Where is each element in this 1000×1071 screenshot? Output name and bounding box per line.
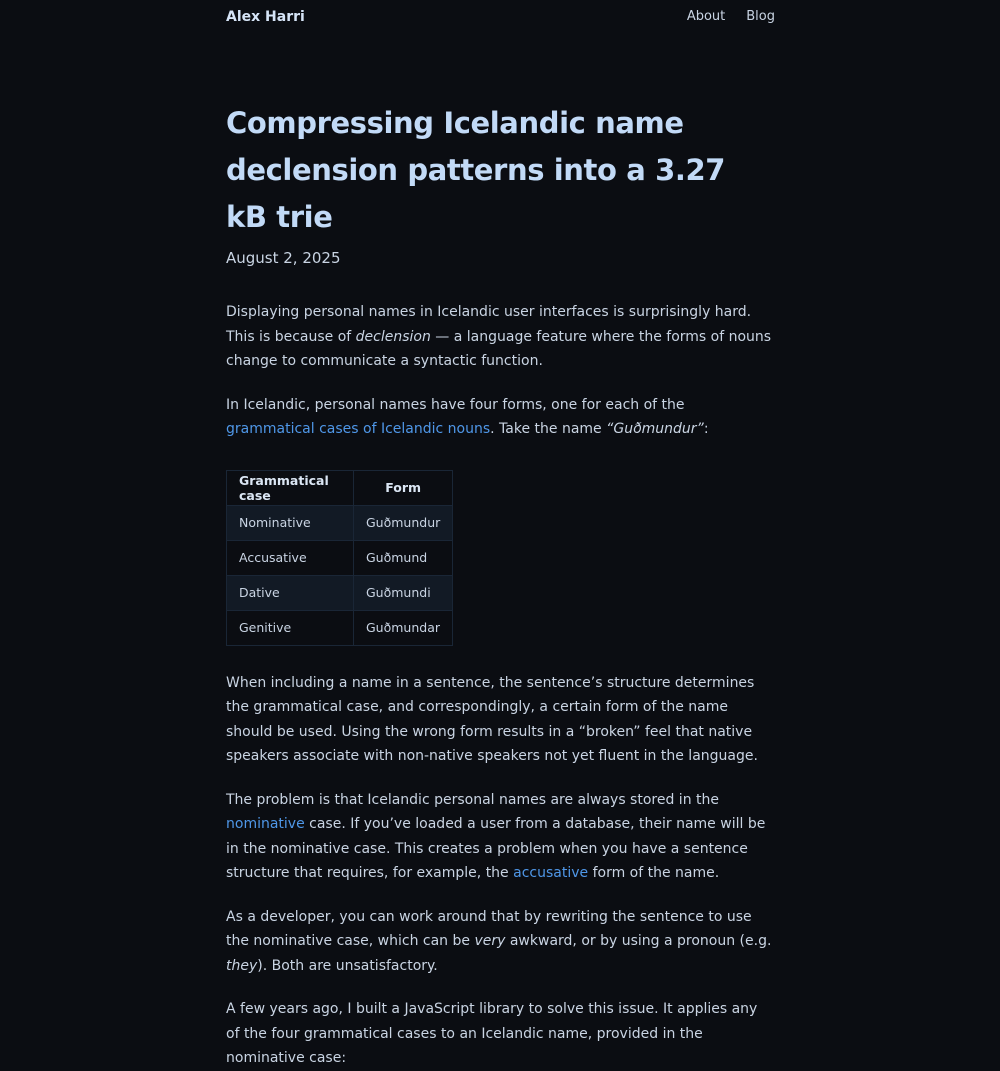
nominative-link[interactable]: nominative bbox=[226, 816, 305, 832]
table-header-row bbox=[227, 470, 453, 505]
accusative-link[interactable]: accusative bbox=[513, 865, 589, 881]
site-brand-link[interactable]: Alex Harri bbox=[226, 9, 305, 25]
emphasis-they: they bbox=[226, 957, 258, 974]
text: awkward, or by using a pronoun (e.g. bbox=[505, 933, 772, 949]
paragraph-sentence-structure: When including a name in a sentence, the sentence’s structure determines the grammatical case, and correspondingly, a certain form of the name should be used. Using the wrong form results in a “broken” feel that native speakers associate with non-native speakers not yet fluent in the language. bbox=[226, 674, 758, 764]
text: : bbox=[703, 421, 709, 437]
paragraph-intro bbox=[226, 300, 775, 374]
table-cell-case: Dative bbox=[227, 575, 354, 610]
site-header bbox=[226, 0, 775, 36]
text: case. If you’ve loaded a user from a database, their name will be in the nominative case. This creates a problem when you have a sentence structure that requires, for example, the bbox=[226, 816, 766, 881]
paragraph-workaround bbox=[226, 905, 775, 979]
nav-about-link[interactable]: About bbox=[686, 9, 726, 24]
text: . Take the name bbox=[490, 421, 607, 437]
emphasis-very: very bbox=[474, 933, 506, 949]
table-cell-form: Guðmundar bbox=[354, 610, 453, 645]
emphasis-declension: declension bbox=[355, 328, 431, 345]
table-cell-case: Nominative bbox=[227, 505, 354, 540]
text: Displaying personal names in Icelandic user interfaces is surprisingly hard. This is because of bbox=[226, 304, 752, 345]
table-row bbox=[227, 575, 453, 610]
declension-table bbox=[226, 470, 453, 646]
table-cell-case: Genitive bbox=[227, 610, 354, 645]
table-header-form: Form bbox=[354, 470, 453, 505]
grammatical-cases-link[interactable]: grammatical cases of Icelandic nouns bbox=[226, 421, 491, 437]
emphasis-name: “Guðmundur” bbox=[606, 421, 704, 437]
table-cell-form: Guðmundi bbox=[354, 575, 453, 610]
table-row bbox=[227, 505, 453, 540]
text: ). Both are unsatisfactory. bbox=[257, 957, 438, 974]
text: In Icelandic, personal names have four forms, one for each of the bbox=[226, 396, 685, 413]
table-cell-case: Accusative bbox=[227, 540, 354, 575]
table-row bbox=[227, 610, 453, 645]
nav-blog-link[interactable]: Blog bbox=[746, 9, 775, 24]
table-cell-form: Guðmund bbox=[354, 540, 453, 575]
paragraph-problem bbox=[226, 788, 775, 886]
text: The problem is that Icelandic personal names are always stored in the bbox=[226, 791, 719, 808]
article-date: August 2, 2025 bbox=[226, 249, 341, 267]
article bbox=[226, 100, 775, 1071]
table-row bbox=[227, 540, 453, 575]
text: form of the name. bbox=[588, 865, 720, 881]
text: — a language feature where the forms of nouns change to communicate a syntactic function. bbox=[226, 328, 772, 369]
text: As a developer, you can work around that by rewriting the sentence to use the nominative case, which can be bbox=[226, 908, 752, 949]
paragraph-library: A few years ago, I built a JavaScript library to solve this issue. It applies any of the four grammatical cases to an Icelandic name, provided in the nominative case: bbox=[226, 1001, 758, 1066]
paragraph-cases bbox=[226, 393, 775, 442]
table-cell-form: Guðmundur bbox=[354, 505, 453, 540]
article-title: Compressing Icelandic name declension patterns into a 3.27 kB trie bbox=[226, 106, 726, 234]
site-nav bbox=[687, 9, 775, 24]
table-header-case: Grammatical case bbox=[227, 470, 354, 505]
